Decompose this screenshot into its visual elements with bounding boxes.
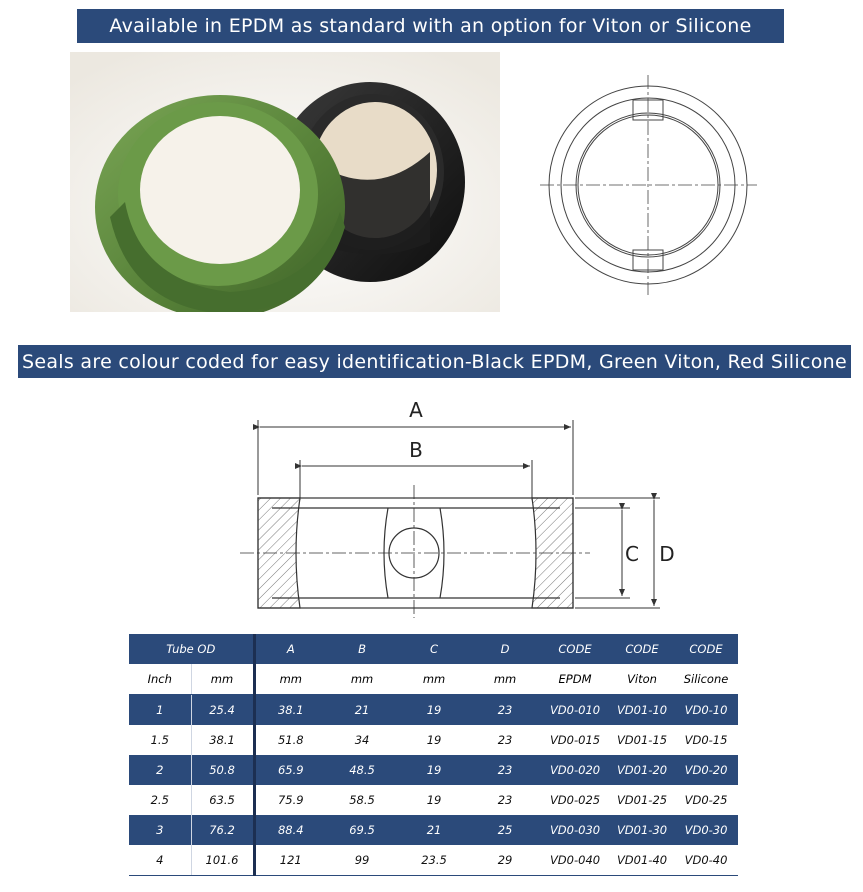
cell-viton: VD01-10 xyxy=(610,695,674,726)
cell-d: 23 xyxy=(470,785,540,815)
cell-a: 38.1 xyxy=(254,695,326,726)
middle-banner-text: Seals are colour coded for easy identification-Black EPDM, Green Viton, Red Silicone xyxy=(22,350,847,373)
table-row xyxy=(129,755,738,785)
cell-viton: VD01-20 xyxy=(610,755,674,785)
cell-silicone: VD0-25 xyxy=(674,785,738,815)
dimension-d-label: D xyxy=(659,542,675,566)
cell-a: 121 xyxy=(254,845,326,876)
cell-mm: 38.1 xyxy=(191,725,254,755)
table-row xyxy=(129,725,738,755)
subheader-mm: mm xyxy=(470,664,540,695)
header-code-epdm: CODE xyxy=(540,634,610,664)
top-banner xyxy=(77,9,784,43)
table-row xyxy=(129,785,738,815)
cell-d: 29 xyxy=(470,845,540,876)
cell-inch: 3 xyxy=(129,815,191,845)
section-view-drawing xyxy=(230,390,690,620)
cell-b: 99 xyxy=(326,845,398,876)
cell-epdm: VD0-015 xyxy=(540,725,610,755)
cell-d: 23 xyxy=(470,755,540,785)
subheader-mm: mm xyxy=(398,664,470,695)
subheader-silicone: Silicone xyxy=(674,664,738,695)
cell-c: 19 xyxy=(398,695,470,726)
cell-c: 19 xyxy=(398,755,470,785)
seal-photo xyxy=(70,52,500,312)
dimension-b-label: B xyxy=(409,438,423,462)
dimension-c-label: C xyxy=(625,542,639,566)
cell-inch: 1.5 xyxy=(129,725,191,755)
cell-b: 48.5 xyxy=(326,755,398,785)
cell-d: 23 xyxy=(470,725,540,755)
cell-inch: 4 xyxy=(129,845,191,876)
cell-a: 75.9 xyxy=(254,785,326,815)
table-group-header xyxy=(129,634,738,664)
cell-c: 19 xyxy=(398,785,470,815)
table-row xyxy=(129,815,738,845)
cell-c: 21 xyxy=(398,815,470,845)
cell-viton: VD01-40 xyxy=(610,845,674,876)
top-banner-text: Available in EPDM as standard with an option for Viton or Silicone xyxy=(109,15,752,37)
subheader-mm: mm xyxy=(326,664,398,695)
cell-b: 21 xyxy=(326,695,398,726)
cell-silicone: VD0-40 xyxy=(674,845,738,876)
cell-epdm: VD0-025 xyxy=(540,785,610,815)
cell-silicone: VD0-30 xyxy=(674,815,738,845)
cell-mm: 76.2 xyxy=(191,815,254,845)
header-code-viton: CODE xyxy=(610,634,674,664)
cell-viton: VD01-25 xyxy=(610,785,674,815)
subheader-epdm: EPDM xyxy=(540,664,610,695)
cell-inch: 1 xyxy=(129,695,191,726)
cell-inch: 2 xyxy=(129,755,191,785)
cell-viton: VD01-15 xyxy=(610,725,674,755)
subheader-inch: Inch xyxy=(129,664,191,695)
cell-epdm: VD0-030 xyxy=(540,815,610,845)
cell-a: 88.4 xyxy=(254,815,326,845)
specification-table xyxy=(129,634,738,876)
cell-d: 25 xyxy=(470,815,540,845)
cell-silicone: VD0-20 xyxy=(674,755,738,785)
table-row xyxy=(129,695,738,726)
cell-b: 34 xyxy=(326,725,398,755)
cell-viton: VD01-30 xyxy=(610,815,674,845)
top-view-drawing xyxy=(535,70,765,300)
cell-mm: 50.8 xyxy=(191,755,254,785)
cell-a: 65.9 xyxy=(254,755,326,785)
cell-b: 58.5 xyxy=(326,785,398,815)
cell-epdm: VD0-020 xyxy=(540,755,610,785)
cell-inch: 2.5 xyxy=(129,785,191,815)
header-a: A xyxy=(254,634,326,664)
table-row xyxy=(129,845,738,876)
table-sub-header xyxy=(129,664,738,695)
cell-mm: 101.6 xyxy=(191,845,254,876)
cell-c: 19 xyxy=(398,725,470,755)
green-seal xyxy=(95,95,345,312)
header-d: D xyxy=(470,634,540,664)
header-code-silicone: CODE xyxy=(674,634,738,664)
cell-silicone: VD0-15 xyxy=(674,725,738,755)
cell-epdm: VD0-010 xyxy=(540,695,610,726)
cell-d: 23 xyxy=(470,695,540,726)
cell-mm: 63.5 xyxy=(191,785,254,815)
cell-a: 51.8 xyxy=(254,725,326,755)
cell-silicone: VD0-10 xyxy=(674,695,738,726)
middle-banner xyxy=(18,345,851,378)
header-tube-od: Tube OD xyxy=(129,634,254,664)
subheader-mm: mm xyxy=(191,664,254,695)
cell-b: 69.5 xyxy=(326,815,398,845)
cell-mm: 25.4 xyxy=(191,695,254,726)
header-b: B xyxy=(326,634,398,664)
header-c: C xyxy=(398,634,470,664)
dimension-a-label: A xyxy=(409,398,423,422)
cell-c: 23.5 xyxy=(398,845,470,876)
subheader-viton: Viton xyxy=(610,664,674,695)
subheader-mm: mm xyxy=(254,664,326,695)
cell-epdm: VD0-040 xyxy=(540,845,610,876)
